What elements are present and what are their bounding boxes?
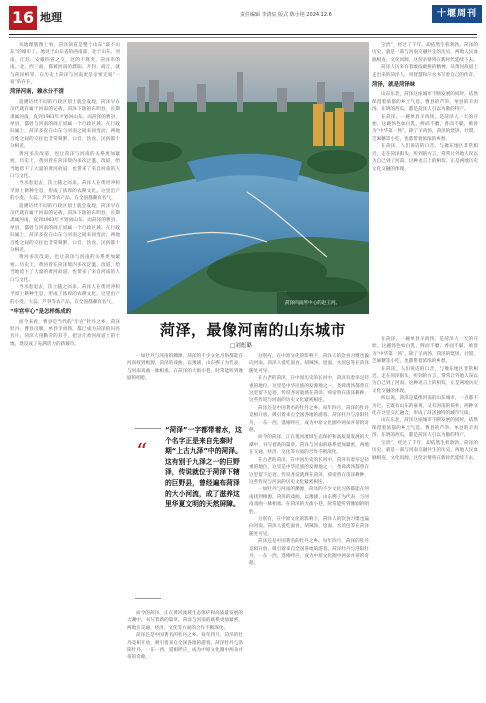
paragraph: 在古老的菏泽，在中国历史的长河中，菏泽有着举足轻重的地位。这里是中华民族的发源地之一，尧舜禹汤都曾在这里留下足迹。传说尧帝就葬在菏泽，舜帝曾在雷泽耕种，这些传说与河南的历史文化紧密相连。: [249, 376, 369, 404]
paragraph: 宝贵”，经过了千年，却依然生机勃勃。菏泽的历史，就是一部与河南交融共生的历史。两地人民血脉相连，文化同源，这份亲情将在新时代延续下去。: [372, 43, 478, 63]
paragraph: 当水患退去，沃土随之而来。菏泽人在黄河冲积平原上耕种生息，形成了浓厚的农耕文化。这里出产的小麦、大蒜、芦笋等农产品，在全国都颇有名气。: [10, 285, 120, 305]
paragraph: 而今的菏泽，正在黄河流域生态保护和高质量发展的大潮中，书写着新的篇章。菏泽与河南的联系更加紧密，两地在交通、经济、文化等方面的合作不断深化。: [127, 611, 243, 631]
paragraph: 山东东北，菏泽这座城市不断发展的同时，依然保留着浓郁的乡土气息。曹县的芦笋、单县的羊肉汤、东明的西瓜，都是菏泽人引以为傲的特产。: [372, 418, 478, 439]
photo-illustration: [127, 42, 369, 314]
editor-credits: 责任编辑 李清辰 版式 陈小艳 2024.12.6: [240, 12, 332, 18]
quote-rule-bottom: [135, 598, 161, 599]
paragraph: 宝贵”，经过了千年，却依然生机勃勃。菏泽的历史，就是一部与河南交融共生的历史。两地人民血脉相连，文化同源，这份亲情将在新时代延续下去。: [372, 440, 478, 461]
text-column-middle-bottom: [127, 610, 243, 698]
subheading: 菏泽河南，赖水分不清: [10, 89, 64, 96]
paragraph: 从地理版图上看，菏泽简直是整个山东“最不山东”的城市了。地处于山东省的西南部，北于山东、河南、江苏、安徽四省之交，这的不算突，菏泽市的南、北、西三面，都被河南的濮阳、开封、商丘，就与菏泽相邻，在历史上菏泽与河南更是亲密无间“一家”的存在。: [10, 43, 120, 86]
paragraph: 而今的菏泽，正在黄河流域生态保护和高质量发展的大潮中，书写着新的篇章。菏泽与河南的联系更加紧密，两地在交通、经济、文化等方面的合作不断深化。: [249, 435, 369, 456]
photo-caption: 菏泽四雨所中心的赵王河。: [285, 301, 341, 306]
article-title: 菏泽，最像河南的山东城市: [160, 321, 347, 339]
paragraph: 追溯历代不同的行政区划上就会发现，菏泽早在汉代就有属于河南的记载。菏泽下辖的东明县，长期隶属河南，直到1963年才划回山东。而菏泽的曹县、单县，都曾与河南的商丘同属一个行政区域。在行政归属上，菏泽多次在山东与河南之间来回变动，两地百姓之间的交往也非常频繁，口音、饮食、民俗都十分相近。: [10, 203, 120, 253]
paragraph: 在菏泽，人们说话的口音，与豫东地区非常相近。走在菏泽街头，听到的方言，常常让外地人误以为自己到了河南。这种语言上的相似，正是两地历史文化交融的体现。: [372, 144, 478, 172]
paragraph: 所以说，菏泽是最像河南的山东城市，一点都不为过。它既有山东的豪爽，又有河南的质朴，两种文化在这里交汇融合，形成了菏泽独特的城市气质。: [372, 396, 478, 417]
page-number: 16: [9, 6, 37, 30]
paragraph: 一如牡丹与河南的渊源，菏泽的不少文化习俗都能在河南找到根源。菏泽的戏曲，以豫剧、山东梆子为代表，与河南戏曲一脉相承。在菏泽的大街小巷，时常能听到豫剧的唱腔。: [249, 487, 369, 515]
header-rule: [9, 34, 477, 35]
quote-rule-top: [135, 428, 161, 429]
quote-mark-icon: “: [136, 440, 148, 465]
paragraph: 黄河多次改道，也让菏泽与河南的关系更加紧密。历史上，黄河曾在菏泽境内多次泛滥、改道，给当地留下了大量的黄河故道，也带来了来自河南的人口与文化。: [10, 151, 120, 179]
text-column-right-bottom: [372, 336, 478, 697]
text-column-center: [249, 353, 369, 697]
paragraph: 在古老的菏泽，在中国历史的长河中，菏泽有着举足轻重的地位。这里是中华民族的发源地之一，尧舜禹汤都曾在这里留下足迹。传说尧帝就葬在菏泽，舜帝曾在雷泽耕种，这些传说与河南的历史文化紧密相连。: [249, 457, 369, 485]
page-header: [0, 0, 486, 38]
text-column-right-top: [372, 42, 478, 332]
paragraph: 黄河多次改道，也让菏泽与河南的关系更加紧密。历史上，黄河曾在菏泽境内多次泛滥、改道，给当地留下了大量的黄河故道，也带来了来自河南的人口与文化。: [10, 255, 120, 283]
paragraph: 一如牡丹与河南的渊源，菏泽的不少文化习俗都能在河南找到根源。菏泽的戏曲，以豫剧、山东梆子为代表，与河南戏曲一脉相承。在菏泽的大街小巷，时常能听到豫剧的唱腔。: [127, 354, 243, 382]
paragraph: 菏泽还是中国著名的牡丹之乡。每年四月，菏泽的牡丹竞相开放，吸引着来自全国各地的游客。菏泽牡丹与洛阳牡丹，一东一西，遥相呼应，成为中原文化圈中两朵并蒂的奇葩。: [127, 633, 243, 661]
paragraph: 山东东北，菏泽这座城市不断发展的同时，依然保留着浓郁的乡土气息。曹县的芦笋、单县的羊肉汤、东明的西瓜，都是菏泽人引以为傲的特产。: [372, 92, 478, 113]
paragraph: 当水患退去，沃土随之而来。菏泽人在黄河冲积平原上耕种生息，形成了浓厚的农耕文化。这里出产的小麦、大蒜、芦笋等农产品，在全国都颇有名气。: [10, 181, 120, 202]
text-column-left: [10, 42, 120, 697]
paragraph: 菏泽还是中国著名的牡丹之乡。每年四月，菏泽的牡丹竞相开放，吸引着来自全国各地的游客。菏泽牡丹与洛阳牡丹，一东一西，遥相呼应，成为中原文化圈中两朵并蒂的奇葩。: [249, 539, 369, 567]
subheading: 菏泽，就是菏泽味: [372, 82, 416, 89]
paragraph: 分别有，在中原文化的影响下，菏泽人的饮食习惯也偏向河南。菏泽人爱吃面食，胡辣汤、烩面、水煎包等在菏泽随处可见。: [249, 516, 369, 537]
section-title: 地理: [40, 11, 62, 24]
paragraph: 菏泽人历来有着敢闯敢拼的精神，从黄河故道上走出来的菏泽人，用智慧和汗水书写着自己的传奇。: [372, 65, 478, 78]
subheading: “牢宫牢心”是怎样炼成的: [10, 309, 71, 316]
paragraph: 追溯历代不同的行政区划上就会发现，菏泽早在汉代就有属于河南的记载。菏泽下辖的东明县，长期隶属河南，直到1963年才划回山东。而菏泽的曹县、单县，都曾与河南的商丘同属一个行政区域。在行政归属上，菏泽多次在山东与河南之间来回变动，两地百姓之间的交往也非常频繁，口音、饮食、民俗都十分相近。: [10, 99, 120, 150]
pull-quote: “菏泽”一字都带着水，这个名字正是来自先秦时期“上古九泽”中的菏泽。这有别于九泽之一的巨野泽，传说就位于菏泽下辖的巨野县，曾经遍布菏泽的大小河流，成了滋养这里华夏文明的天然屏障。: [165, 426, 242, 509]
paragraph: 分别有，在中原文化的影响下，菏泽人的饮食习惯也偏向河南。菏泽人爱吃面食，胡辣汤、烩面、水煎包等在菏泽随处可见。: [249, 354, 369, 374]
paragraph: 在菏泽，一碗单县羊肉汤，是菏泽人一天的开始。这碗汤色如白乳、鲜而不膻、香而不腻，被誉为“中华第一汤”。除了羊肉汤，菏泽的烧饼、壮馍、芝麻糖等小吃，也都带着浓浓的乡愁。: [372, 114, 478, 142]
paragraph: 在菏泽，一碗单县羊肉汤，是菏泽人一天的开始。这碗汤色如白乳、鲜而不膻、香而不腻，被誉为“中华第一汤”。除了羊肉汤，菏泽的烧饼、壮馍、芝麻糖等小吃，也都带着浓浓的乡愁。: [372, 337, 478, 365]
paragraph: 菏泽还是中国著名的牡丹之乡。每年四月，菏泽的牡丹竞相开放，吸引着来自全国各地的游客。菏泽牡丹与洛阳牡丹，一东一西，遥相呼应，成为中原文化圈中两朵并蒂的奇葩。: [249, 405, 369, 434]
byline: □刘彪璐: [230, 343, 252, 349]
paragraph: 而今来看，曹县是当代的“牢宫”牡丹之乡，菏泽牡丹、曹县汉服、单县羊肉汤，都已成为菏泽的闪亮名片。菏泽人用勤劳的双手，把这片黄河故道上的土地，建设成了充满活力的新城市。: [10, 319, 120, 347]
text-column-middle-top: [127, 353, 243, 413]
publication-brand: 十堰周刊: [432, 5, 482, 23]
aerial-city-photo: [127, 42, 369, 314]
header-rule-thin: [9, 37, 477, 38]
paragraph: 在菏泽，人们说话的口音，与豫东地区非常相近。走在菏泽街头，听到的方言，常常让外地人误以为自己到了河南。这种语言上的相似，正是两地历史文化交融的体现。: [372, 366, 478, 394]
